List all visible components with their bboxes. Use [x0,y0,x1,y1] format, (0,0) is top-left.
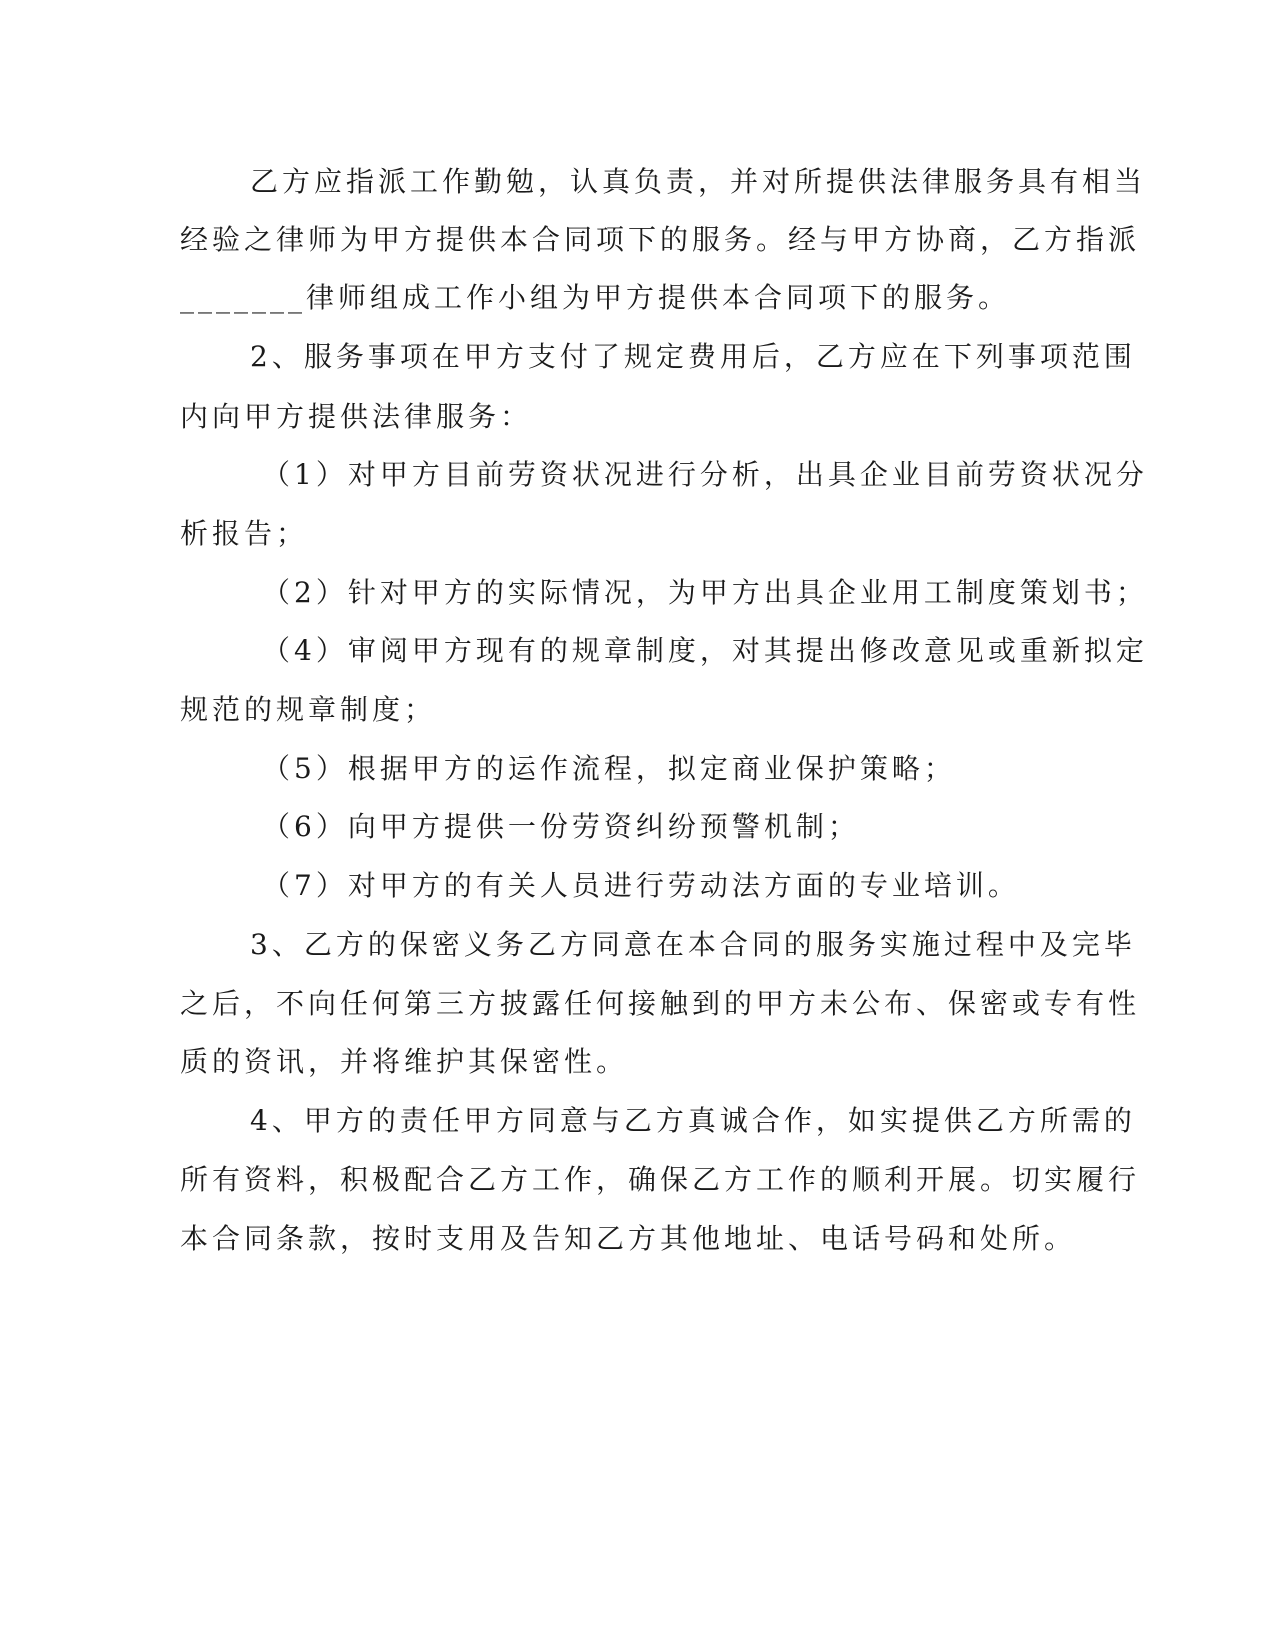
text-line: 析报告； [180,517,309,550]
text-line: _______律师组成工作小组为甲方提供本合同项下的服务。 [180,281,1011,314]
text-line: 所有资料，积极配合乙方工作，确保乙方工作的顺利开展。切实履行 [180,1163,1141,1196]
text-line: （5）根据甲方的运作流程，拟定商业保护策略； [262,752,956,785]
text-line: （1）对甲方目前劳资状况进行分析，出具企业目前劳资状况分 [262,458,1148,491]
text-line: 之后，不向任何第三方披露任何接触到的甲方未公布、保密或专有性 [180,987,1141,1020]
text-line: 乙方应指派工作勤勉，认真负责，并对所提供法律服务具有相当 [250,165,1147,198]
text-line: 4、甲方的责任甲方同意与乙方真诚合作，如实提供乙方所需的 [250,1104,1136,1137]
text-line: 规范的规章制度； [180,693,437,726]
text-line: 3、乙方的保密义务乙方同意在本合同的服务实施过程中及完毕 [250,928,1136,961]
text-line: （2）针对甲方的实际情况，为甲方出具企业用工制度策划书； [262,576,1148,609]
text-line: （6）向甲方提供一份劳资纠纷预警机制； [262,810,860,843]
text-line: 经验之律师为甲方提供本合同项下的服务。经与甲方协商，乙方指派 [180,223,1141,256]
text-line: 质的资讯，并将维护其保密性。 [180,1045,629,1078]
text-line: 内向甲方提供法律服务： [180,400,533,433]
text-line: 2、服务事项在甲方支付了规定费用后，乙方应在下列事项范围 [250,340,1136,373]
text-line: 本合同条款，按时支用及告知乙方其他地址、电话号码和处所。 [180,1222,1077,1255]
text-line: （4）审阅甲方现有的规章制度，对其提出修改意见或重新拟定 [262,634,1148,667]
text-line: （7）对甲方的有关人员进行劳动法方面的专业培训。 [262,869,1020,902]
